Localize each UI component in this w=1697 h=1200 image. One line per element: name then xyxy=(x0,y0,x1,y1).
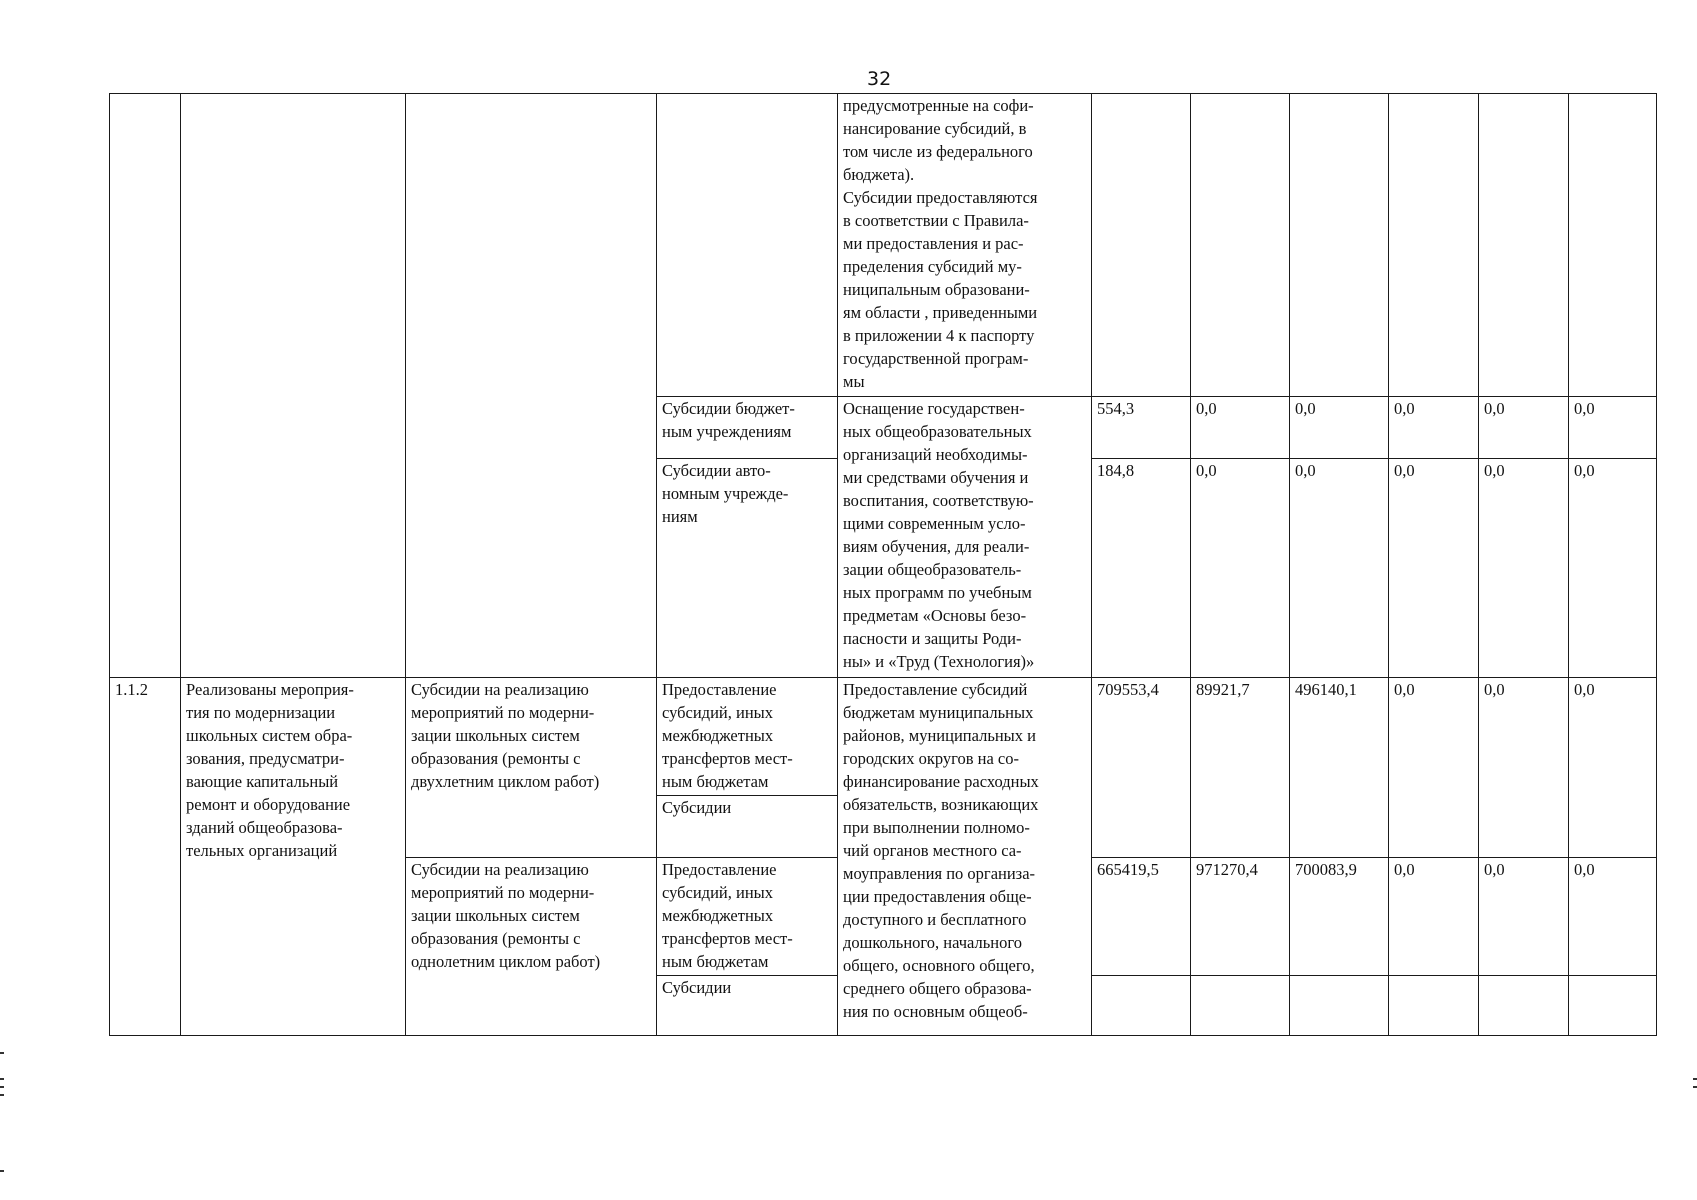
cell-value: 0,0 xyxy=(1479,397,1569,459)
cell-type: Субсидии авто- номным учрежде- ниям xyxy=(657,459,838,678)
cell-type: Субсидии xyxy=(657,976,838,1036)
cell-code: 1.1.2 xyxy=(110,678,181,1036)
cell-value: 0,0 xyxy=(1479,858,1569,976)
cell-value: 0,0 xyxy=(1389,858,1479,976)
cell-value: 971270,4 xyxy=(1191,858,1290,976)
cell-value: 0,0 xyxy=(1191,459,1290,678)
table-row xyxy=(110,678,1657,796)
cell-result: Реализованы мероприя- тия по модернизации школьных систем обра- зования, предусматри- вающие капитальный ремонт и оборудование зданий общеобразова- тельных организаций xyxy=(181,678,406,1036)
cell-measure-text: Оснащение государствен- ных общеобразовательных организаций необходимы- ми средствами обучения и воспитания, соответствую- щими современным усло- виям обучения, для реали- зации общеобразователь- ных программ по учебным предметам «Основы безо- пасности и защиты Роди- ны» и «Труд (Технология)» xyxy=(838,397,1092,678)
cell-type: Субсидии бюджет- ным учреждениям xyxy=(657,397,838,459)
cell-type: Субсидии xyxy=(657,796,838,858)
cell-type: Предоставление субсидий, иных межбюджетных трансфертов мест- ным бюджетам xyxy=(657,858,838,976)
cell-value: 0,0 xyxy=(1569,678,1657,858)
cell-value: 0,0 xyxy=(1479,459,1569,678)
cell-value-empty xyxy=(1191,94,1290,397)
cell-value: 0,0 xyxy=(1290,397,1389,459)
cell-measure-text: Предоставление субсидий бюджетам муниципальных районов, муниципальных и городских округов на со- финансирование расходных обязательств, возникающих при выполнении полномо- чий органов местного са- моуправления по организа- ции предоставления обще- доступного и бесплатного дошкольного, начального общего, основного общего, среднего общего образова- ния по основным общеоб- xyxy=(838,678,1092,1036)
cell-value: 0,0 xyxy=(1479,678,1569,858)
cell-value-empty xyxy=(1290,976,1389,1036)
cell-value: 0,0 xyxy=(1569,858,1657,976)
cell-value: 709553,4 xyxy=(1092,678,1191,858)
cell-value: 0,0 xyxy=(1290,459,1389,678)
cell-value: 0,0 xyxy=(1191,397,1290,459)
cell-value: 0,0 xyxy=(1389,678,1479,858)
cell-value: 89921,7 xyxy=(1191,678,1290,858)
cell-value-empty xyxy=(1092,976,1191,1036)
cell-type: Предоставление субсидий, иных межбюджетных трансфертов мест- ным бюджетам xyxy=(657,678,838,796)
cell-code-empty xyxy=(110,94,181,678)
cell-type-empty xyxy=(657,94,838,397)
cell-value-empty xyxy=(1389,976,1479,1036)
budget-table xyxy=(109,93,1657,1036)
cell-event: Субсидии на реализацию мероприятий по модерни- зации школьных систем образования (ремонты с однолетним циклом работ) xyxy=(406,858,657,1036)
cell-value: 0,0 xyxy=(1569,397,1657,459)
cell-value: 496140,1 xyxy=(1290,678,1389,858)
cell-result-empty xyxy=(181,94,406,678)
cell-value-empty xyxy=(1479,94,1569,397)
cell-value: 700083,9 xyxy=(1290,858,1389,976)
cell-value: 0,0 xyxy=(1389,459,1479,678)
cell-value-empty xyxy=(1479,976,1569,1036)
cell-value: 0,0 xyxy=(1569,459,1657,678)
cell-value-empty xyxy=(1092,94,1191,397)
cell-value: 184,8 xyxy=(1092,459,1191,678)
cell-value-empty xyxy=(1569,976,1657,1036)
cell-event-empty xyxy=(406,94,657,678)
cell-value: 665419,5 xyxy=(1092,858,1191,976)
cell-value-empty xyxy=(1569,94,1657,397)
cell-event: Субсидии на реализацию мероприятий по модерни- зации школьных систем образования (ремонты с двухлетним циклом работ) xyxy=(406,678,657,858)
cell-value: 0,0 xyxy=(1389,397,1479,459)
cell-value: 554,3 xyxy=(1092,397,1191,459)
table-row xyxy=(110,94,1657,397)
page-number: 32 xyxy=(867,68,892,90)
cell-value-empty xyxy=(1290,94,1389,397)
cell-measure-text: предусмотренные на софи- нансирование субсидий, в том числе из федерального бюджета). Субсидии предоставляются в соответствии с Правила- ми предоставления и рас- пределения субсидий му- ниципальным образовани- ям области , приведенными в приложении 4 к паспорту государственной програм- мы xyxy=(838,94,1092,397)
cell-value-empty xyxy=(1191,976,1290,1036)
cell-value-empty xyxy=(1389,94,1479,397)
